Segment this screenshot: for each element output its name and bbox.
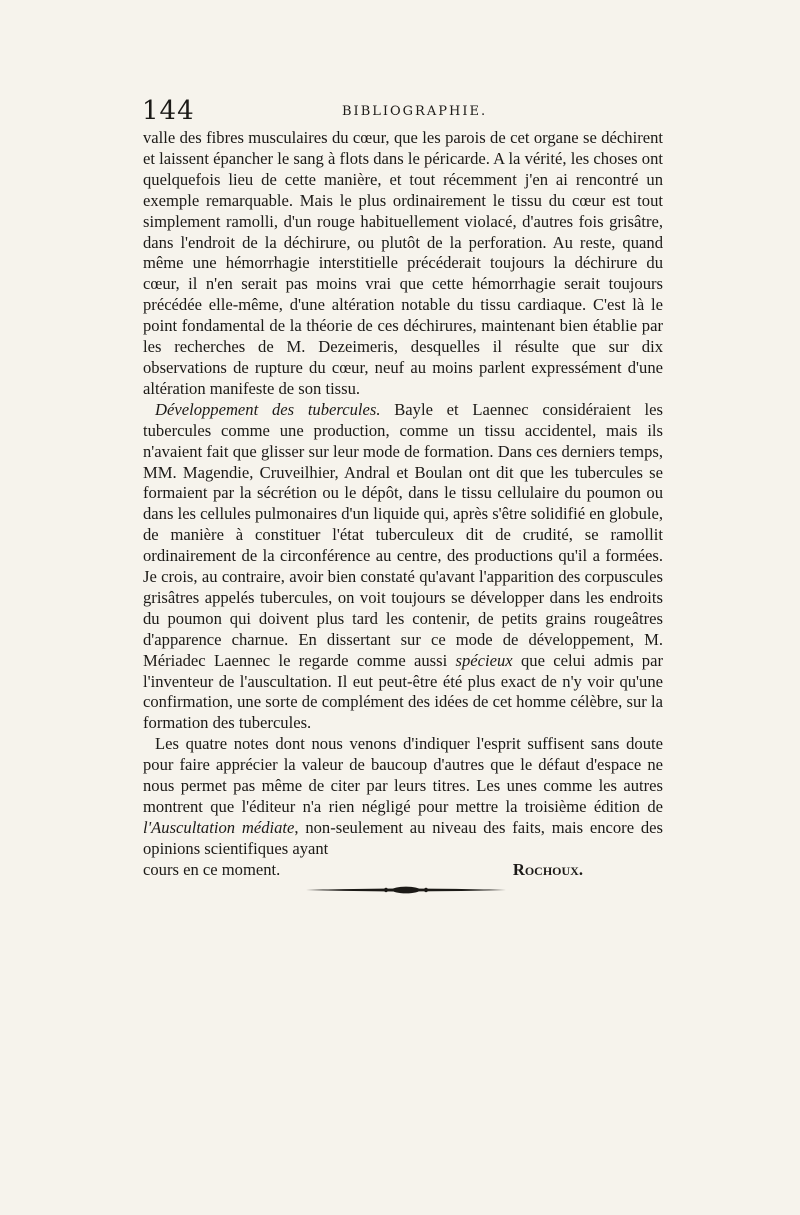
paragraph-conclusion-mid: , non-seulement au niveau des faits, mais encore des opinions scientifiques ayant xyxy=(143,817,663,858)
paragraph-tubercles-text: Bayle et Laennec considéraient les tubercules comme une production, comme un tissu accidentel, mais ils n'avaient fait que glisser sur leur mode de formation. Dans ces derniers temps, MM. Magendie, Cruveilhier, Andral et Boulan ont dit que les tubercules se formaient par la sécrétion ou le dépôt, dans le tissu cellulaire du poumon ou dans les cellules pulmonaires d'un liquide qui, après s'être solidifié en globule, de manière à constituer l'état tuberculeux dit de crudité, se ramollit ordinairement de la circonférence au centre, des productions qu'il a formées. Je crois, au contraire, avoir bien constaté qu'avant l'apparition des corpuscules grisâtres appelés tubercules, on voit toujours se développer dans les endroits du poumon qui doivent plus tard les contenir, de petits grains rougeâtres d'apparence charnue. En dissertant sur ce mode de développement, M. Mériadec Laennec le regarde comme aussi xyxy=(143,399,663,670)
body-text xyxy=(143,128,663,881)
italic-term: spécieux xyxy=(455,650,513,670)
page-header xyxy=(142,96,662,126)
paragraph-tubercles-end: que celui admis par l'inventeur de l'auscultation. Il eut peut-être été plus exact de n'y voir qu'une confirmation, une sorte de complément des idées de cet homme célèbre, sur la formation des tubercules. xyxy=(143,650,663,733)
section-heading-tubercles: Développement des tubercules. xyxy=(155,399,381,419)
closing-text: cours en ce moment. xyxy=(143,859,281,879)
book-title: l'Auscultation médiate xyxy=(143,817,295,837)
paragraph-heart-rupture: valle des fibres musculaires du cœur, que les parois de cet organe se déchirent et laissent épancher le sang à flots dans le péricarde. A la vérité, les choses ont quelquefois lieu de cette manière, et tout récemment j'en ai rencontré un exemple remarquable. Mais le plus ordinairement le tissu du cœur est tout simplement ramolli, d'un rouge habituellement violacé, d'autres fois grisâtre, dans l'endroit de la déchirure, ou plutôt de la perforation. Au reste, quand même une hémorrhagie interstitielle précéderait toujours la déchirure du cœur, il n'en serait pas moins vrai que cette hémorrhagie serait toujours précédée elle-même, d'une altération notable du tissu cardiaque. C'est là le point fondamental de la théorie de ces déchirures, maintenant bien établie par les recherches de M. Dezeimeris, desquelles il résulte que sur dix observations de rupture du cœur, neuf au moins parlent expressément d'une altération manifeste de son tissu. xyxy=(143,128,663,398)
ornamental-rule xyxy=(306,886,506,894)
author-signature: Rochoux. xyxy=(512,859,583,879)
closing-line xyxy=(143,860,663,881)
paragraph-conclusion xyxy=(143,734,663,859)
paragraph-conclusion-text: Les quatre notes dont nous venons d'indiquer l'esprit suffisent sans doute pour faire apprécier la valeur de baucoup d'autres que le défaut d'espace ne nous permet pas même de citer par leurs titres. Les unes comme les autres montrent que l'éditeur n'a rien négligé pour mettre la troisième édition de xyxy=(143,734,663,816)
paragraph-tubercles xyxy=(143,400,663,735)
running-head: BIBLIOGRAPHIE. xyxy=(342,104,488,119)
page-number: 144 xyxy=(142,96,195,126)
